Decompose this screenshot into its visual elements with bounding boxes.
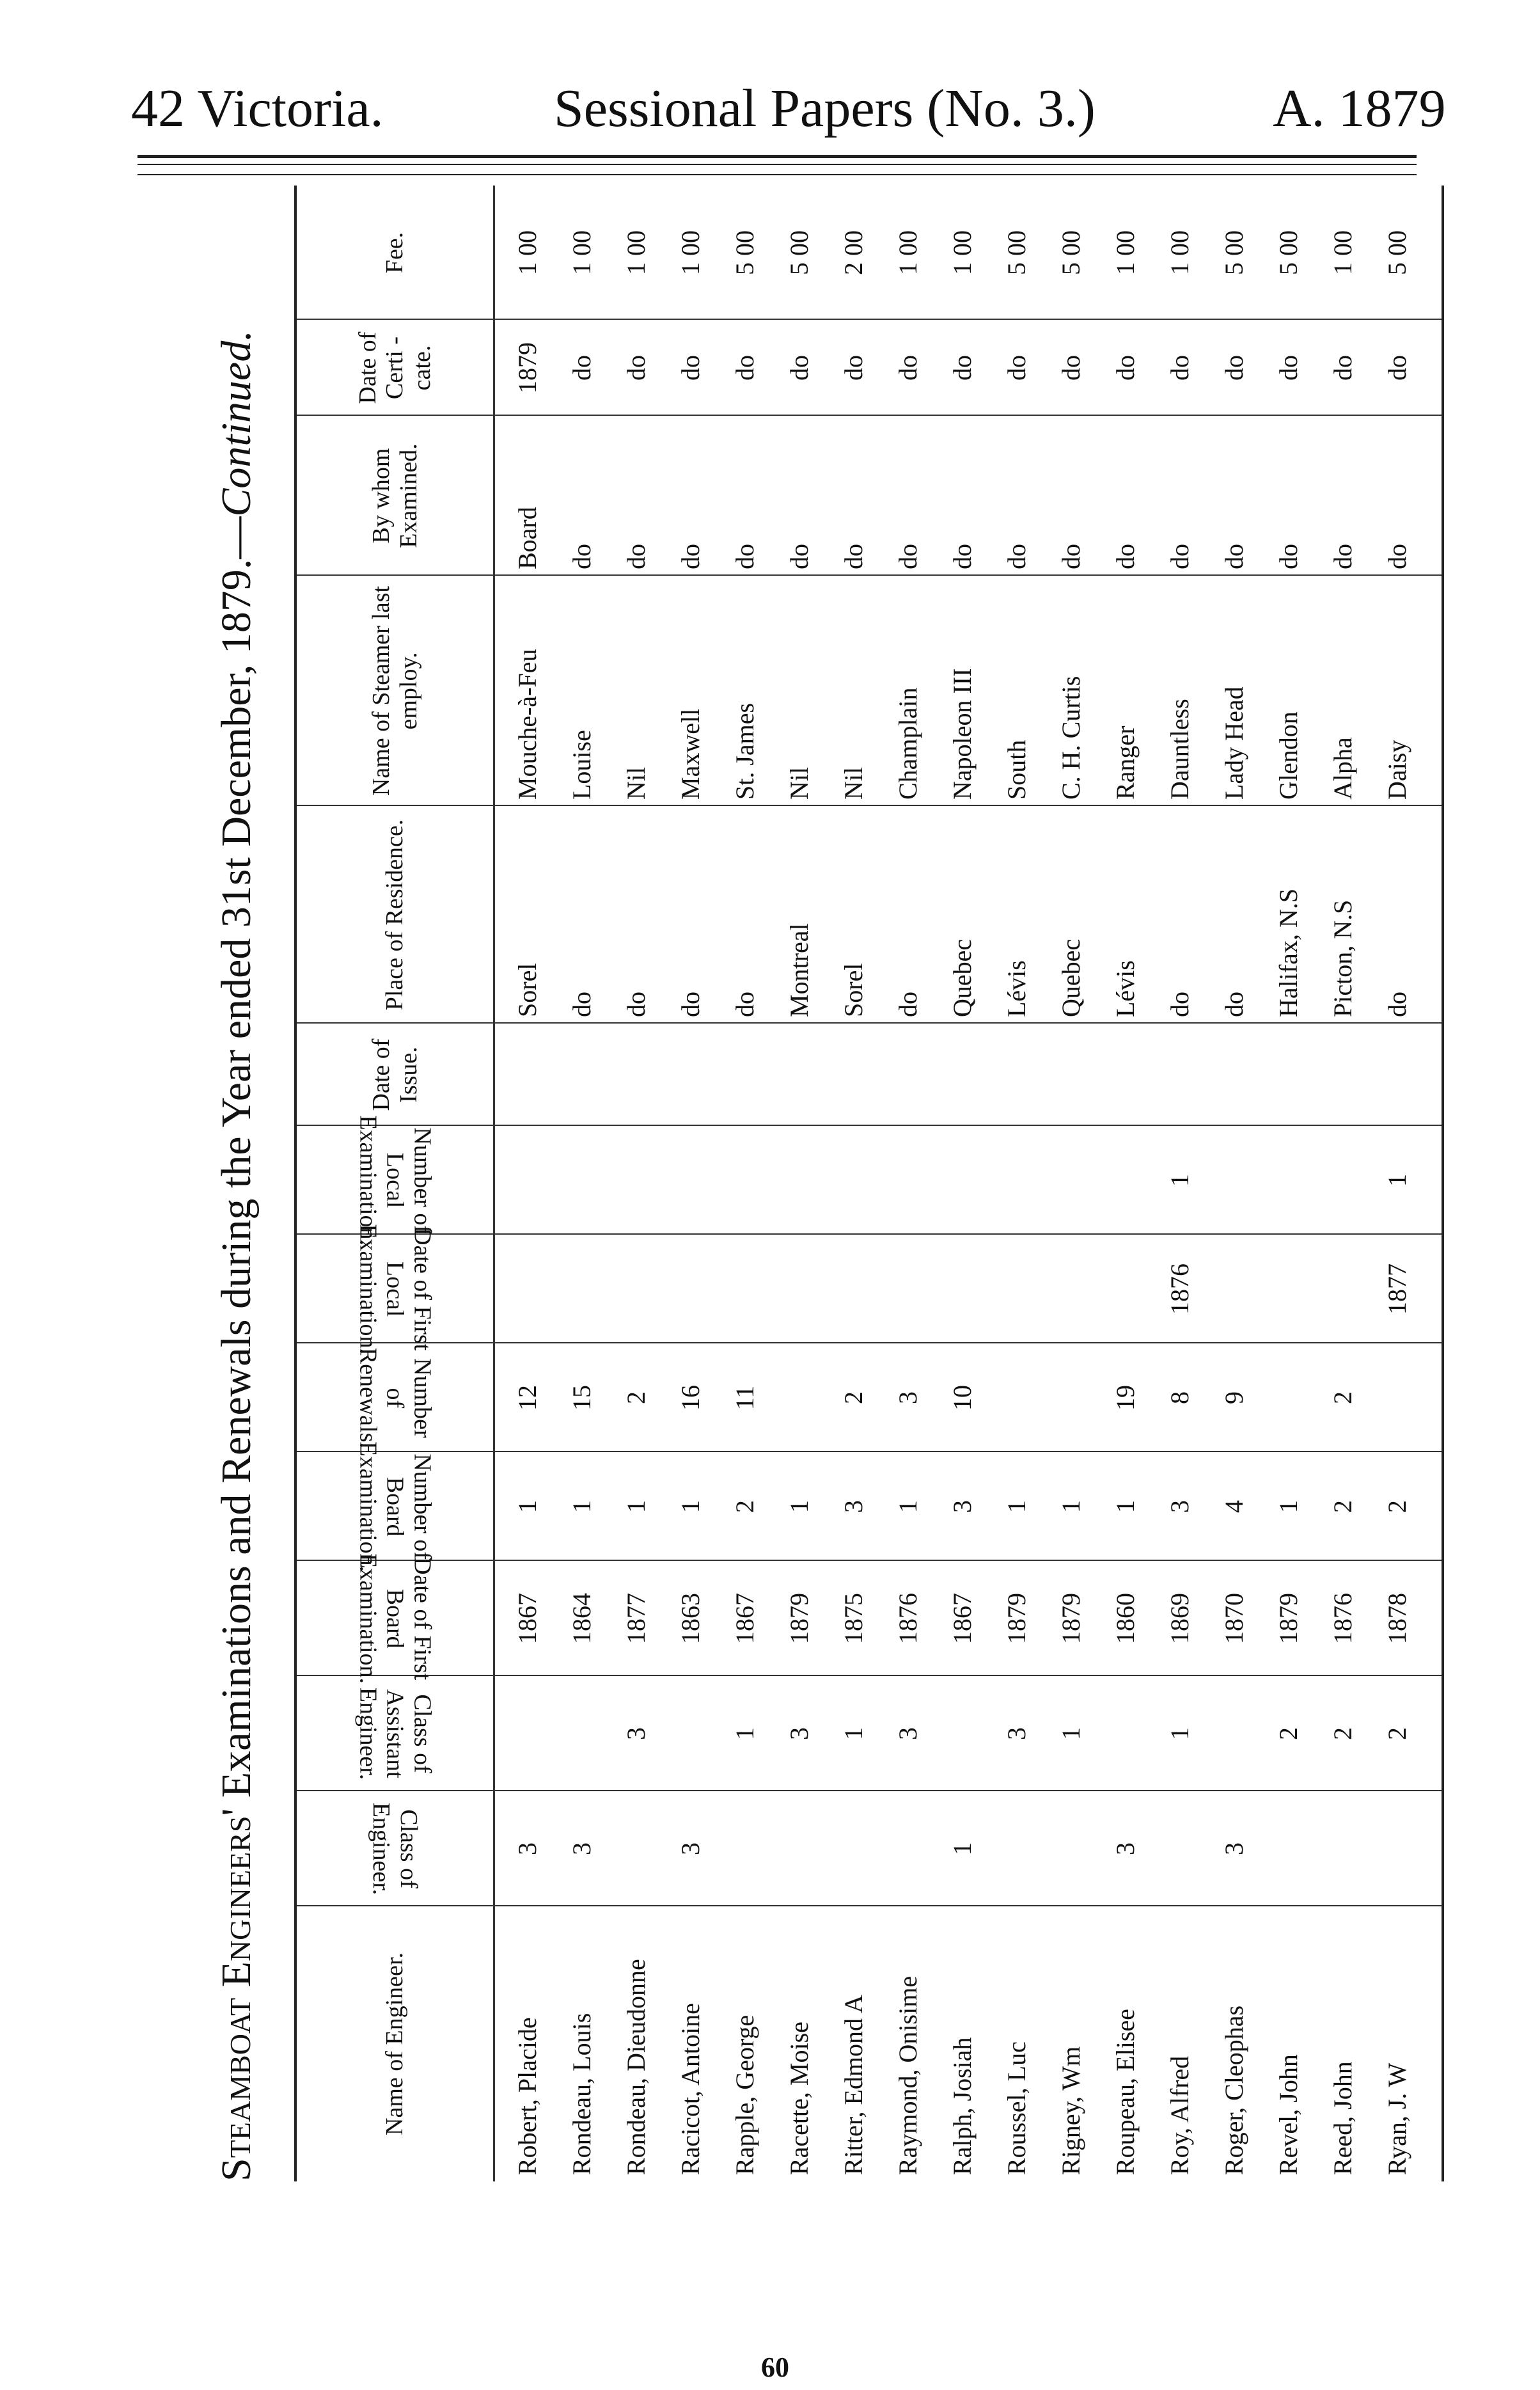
column-issue: [297, 1022, 1442, 1126]
table-cell: Mouche-à-Feu: [513, 649, 542, 800]
column-fee: [297, 186, 1442, 320]
table-cell: [989, 1024, 1044, 1126]
table-cell: Daisy: [1383, 740, 1411, 800]
table-cell: [772, 1235, 826, 1343]
table-cell: 1: [839, 1727, 868, 1740]
table-cell: [1152, 1791, 1207, 1906]
table-cell: 1: [513, 1500, 542, 1513]
column-header-label: Name of Steamer last employ.: [367, 585, 422, 796]
table-cell: [935, 1126, 989, 1235]
header-title: Sessional Papers (No. 3.): [554, 79, 1096, 138]
table-cell: 3: [893, 1391, 922, 1404]
table-cell: 1879: [1274, 1593, 1303, 1644]
table-cell: Roger, Cleophas: [1220, 2005, 1248, 2175]
table-title: [192, 186, 281, 2181]
table-cell: 5 00: [1383, 230, 1411, 275]
header-session: A. 1879: [1273, 79, 1446, 138]
table-cell: [609, 1235, 663, 1343]
table-cell: 1: [1383, 1174, 1411, 1187]
table-cell: do: [1111, 355, 1140, 381]
table-cell: 1879: [1002, 1593, 1031, 1644]
column-header-label: Number of Board Examination.: [354, 1441, 436, 1572]
table-cell: [989, 1235, 1044, 1343]
header-rule: [138, 164, 1417, 165]
table-cell: [1261, 1791, 1316, 1906]
column-header: [297, 1676, 495, 1791]
table-cell: [1370, 1024, 1424, 1126]
table-cell: do: [1328, 544, 1357, 569]
table-cell: do: [839, 355, 868, 381]
table-cell: 19: [1111, 1385, 1140, 1411]
table-cell: St. James: [730, 702, 759, 800]
column-header: [297, 1791, 495, 1906]
table-cell: [1370, 1791, 1424, 1906]
table-cell: [989, 1126, 1044, 1235]
table-cell: 1876: [1328, 1593, 1357, 1644]
table-cell: [1207, 1676, 1261, 1791]
column-header-label: Date of Issue.: [367, 1038, 422, 1111]
table-cell: 1: [730, 1727, 759, 1740]
column-header: [297, 186, 495, 320]
table-cell: [663, 1024, 718, 1126]
table-cell: Glendon: [1274, 711, 1303, 800]
table-cell: 2: [1274, 1727, 1303, 1740]
table-cell: 1 00: [1111, 230, 1140, 275]
table-cell: 12: [513, 1385, 542, 1411]
table-cell: [881, 1126, 935, 1235]
title-main: Examinations and Renewals during the Year ended 31st December, 1879.—: [213, 516, 260, 1798]
table-cell: Lady Head: [1220, 686, 1248, 800]
table-cell: Racicot, Antoine: [676, 2003, 705, 2175]
table-cell: [1261, 1343, 1316, 1452]
table-cell: do: [948, 355, 977, 381]
table-cell: 5 00: [1057, 230, 1085, 275]
table-cell: Board: [513, 507, 542, 569]
page-number: 60: [761, 2352, 789, 2383]
table-cell: C. H. Curtis: [1057, 676, 1085, 800]
table-cell: Roy, Alfred: [1165, 2055, 1194, 2175]
column-date-cert: [297, 319, 1442, 416]
table-cell: do: [1165, 355, 1194, 381]
table-cell: do: [1328, 355, 1357, 381]
table-cell: do: [1220, 992, 1248, 1017]
column-header: [297, 1441, 495, 1572]
table-cell: do: [1274, 544, 1303, 569]
table-cell: do: [1111, 544, 1140, 569]
table-cell: do: [839, 544, 868, 569]
table-cell: [1207, 1235, 1261, 1343]
table-cell: do: [622, 355, 650, 381]
table-cell: 3: [893, 1727, 922, 1740]
column-header: [297, 1024, 495, 1126]
table-cell: 1860: [1111, 1593, 1140, 1644]
column-steamer: [297, 574, 1442, 806]
table-cell: do: [1165, 992, 1194, 1017]
table-cell: do: [567, 544, 596, 569]
column-header-label: Fee.: [381, 232, 409, 274]
table-cell: 1875: [839, 1593, 868, 1644]
table-cell: do: [1002, 355, 1031, 381]
table-cell: 1 00: [676, 230, 705, 275]
column-header-label: Place of Residence.: [381, 819, 409, 1011]
table-cell: [1261, 1126, 1316, 1235]
column-header-label: Date of Certi - cate.: [354, 331, 436, 404]
table-cell: [1316, 1791, 1370, 1906]
table-cell: 1 00: [513, 230, 542, 275]
column-header-label: Number of Local Examination.: [354, 1115, 436, 1246]
table-cell: 1 00: [622, 230, 650, 275]
table-cell: do: [676, 355, 705, 381]
table-cell: [500, 1126, 554, 1235]
table-cell: Sorel: [513, 963, 542, 1017]
table-cell: Champlain: [893, 687, 922, 800]
column-header: [297, 1224, 495, 1354]
table-cell: Roupeau, Elisee: [1111, 2009, 1140, 2175]
table-cell: [500, 1235, 554, 1343]
table-cell: do: [622, 544, 650, 569]
table-cell: Nil: [785, 766, 813, 800]
table-cell: Montreal: [785, 923, 813, 1017]
table-cell: [772, 1791, 826, 1906]
column-cls-asst: [297, 1675, 1442, 1791]
table-cell: [1370, 1343, 1424, 1452]
column-cls-eng: [297, 1790, 1442, 1906]
table-cell: 1879: [513, 342, 542, 393]
table-cell: 1 00: [567, 230, 596, 275]
table-cell: 3: [1165, 1500, 1194, 1513]
table-cell: Rondeau, Louis: [567, 2013, 596, 2175]
column-header: [297, 320, 495, 416]
table-cell: do: [893, 544, 922, 569]
column-header-label: Name of Engineer.: [381, 1952, 409, 2135]
table-cell: [609, 1791, 663, 1906]
table-cell: do: [785, 544, 813, 569]
column-header: [297, 1115, 495, 1246]
table-cell: [663, 1676, 718, 1791]
table-cell: 1 00: [1165, 230, 1194, 275]
table-cell: 2: [1328, 1500, 1357, 1513]
table-cell: do: [1274, 355, 1303, 381]
table-cell: do: [948, 544, 977, 569]
table-cell: 16: [676, 1385, 705, 1411]
table-cell: Raymond, Onisime: [893, 1975, 922, 2175]
table-cell: 5 00: [730, 230, 759, 275]
table-cell: Lévis: [1002, 960, 1031, 1017]
table-cell: [718, 1126, 772, 1235]
table-cell: Sorel: [839, 963, 868, 1017]
table-cell: 1864: [567, 1593, 596, 1644]
table-cell: 2 00: [839, 230, 868, 275]
table-cell: 3: [1002, 1727, 1031, 1740]
table-cell: do: [1165, 544, 1194, 569]
column-header: [297, 806, 495, 1024]
table-cell: [718, 1791, 772, 1906]
table-cell: 1: [1057, 1727, 1085, 1740]
table-cell: 1: [893, 1500, 922, 1513]
table-cell: [1316, 1126, 1370, 1235]
table-cell: do: [676, 544, 705, 569]
table-cell: [826, 1791, 881, 1906]
table-cell: 3: [948, 1500, 977, 1513]
table-cell: Nil: [622, 766, 650, 800]
table-cell: [718, 1235, 772, 1343]
table-cell: do: [567, 355, 596, 381]
column-header-label: Date of First Board Examination.: [354, 1553, 436, 1684]
table-cell: 5 00: [1002, 230, 1031, 275]
table-cell: do: [730, 992, 759, 1017]
table-cell: Rondeau, Dieudonne: [622, 1959, 650, 2175]
table-cell: Halifax, N.S: [1274, 888, 1303, 1017]
table-cell: do: [785, 355, 813, 381]
table-cell: [1261, 1235, 1316, 1343]
table-cell: do: [1383, 355, 1411, 381]
column-name: [297, 1905, 1442, 2181]
table-cell: 1: [948, 1842, 977, 1855]
column-header-label: Class of Assistant Engineer.: [354, 1687, 436, 1780]
table-cell: 2: [1328, 1727, 1357, 1740]
table-cell: [826, 1024, 881, 1126]
column-header: [297, 1906, 495, 2181]
table-grid: [294, 186, 1444, 2181]
table-cell: 9: [1220, 1391, 1248, 1404]
table-cell: [881, 1791, 935, 1906]
table-cell: Napoleon III: [948, 668, 977, 800]
table-cell: [554, 1676, 609, 1791]
table-cell: 1 00: [893, 230, 922, 275]
column-date-local: [297, 1224, 1442, 1354]
table-cell: 1: [676, 1500, 705, 1513]
table-cell: do: [567, 992, 596, 1017]
table-cell: 1876: [1165, 1263, 1194, 1315]
table-cell: [609, 1024, 663, 1126]
table-cell: 1 00: [948, 230, 977, 275]
table-cell: do: [1057, 544, 1085, 569]
table-cell: [1261, 1024, 1316, 1126]
table-cell: 11: [730, 1385, 759, 1411]
table-cell: [935, 1024, 989, 1126]
column-header: [297, 416, 495, 576]
table-cell: 1869: [1165, 1593, 1194, 1644]
column-header-label: By whom Examined.: [367, 443, 422, 548]
table-cell: 1: [1002, 1500, 1031, 1513]
table-cell: 1867: [513, 1593, 542, 1644]
table-cell: [554, 1126, 609, 1235]
table-cell: [1152, 1024, 1207, 1126]
table-cell: [1044, 1791, 1098, 1906]
table-cell: 1879: [1057, 1593, 1085, 1644]
table-cell: [772, 1343, 826, 1452]
table-cell: [772, 1126, 826, 1235]
table-cell: 3: [1111, 1842, 1140, 1855]
table-cell: Revel, John: [1274, 2054, 1303, 2175]
engineers-table: [192, 186, 1445, 2181]
table-cell: Dauntless: [1165, 699, 1194, 800]
table-cell: 2: [1328, 1391, 1357, 1404]
table-cell: 1867: [730, 1593, 759, 1644]
table-cell: [989, 1791, 1044, 1906]
table-cell: 1: [785, 1500, 813, 1513]
table-cell: do: [1220, 355, 1248, 381]
table-cell: 1863: [676, 1593, 705, 1644]
table-cell: [718, 1024, 772, 1126]
table-cell: 1878: [1383, 1593, 1411, 1644]
table-cell: Quebec: [1057, 938, 1085, 1017]
table-cell: 1877: [1383, 1263, 1411, 1315]
table-cell: Nil: [839, 766, 868, 800]
column-header: [297, 1553, 495, 1684]
table-cell: do: [1220, 544, 1248, 569]
table-cell: 1: [1057, 1500, 1085, 1513]
table-cell: 15: [567, 1385, 596, 1411]
table-cell: [826, 1235, 881, 1343]
table-cell: do: [1002, 544, 1031, 569]
table-cell: 1: [622, 1500, 650, 1513]
table-cell: 1876: [893, 1593, 922, 1644]
column-header-label: Date of First Local Examination.: [354, 1224, 436, 1354]
column-header-label: Number of Renewals.: [354, 1347, 436, 1448]
table-cell: do: [893, 355, 922, 381]
table-cell: 1: [567, 1500, 596, 1513]
title-prefix: Steamboat Engineers': [213, 1808, 260, 2181]
table-cell: South: [1002, 740, 1031, 800]
table-cell: do: [1057, 355, 1085, 381]
table-cell: 4: [1220, 1500, 1248, 1513]
table-cell: do: [1383, 544, 1411, 569]
table-cell: [1098, 1126, 1152, 1235]
header-rule: [138, 174, 1417, 175]
table-cell: 1877: [622, 1593, 650, 1644]
column-header: [297, 1343, 495, 1452]
table-cell: Racette, Moise: [785, 2022, 813, 2175]
table-cell: Maxwell: [676, 708, 705, 800]
table-cell: 1: [1165, 1174, 1194, 1187]
column-date-board: [297, 1553, 1442, 1684]
table-cell: 1867: [948, 1593, 977, 1644]
table-cell: 2: [839, 1391, 868, 1404]
table-cell: 2: [1383, 1727, 1411, 1740]
table-cell: 1: [1111, 1500, 1140, 1513]
column-examiner: [297, 415, 1442, 576]
table-cell: do: [676, 992, 705, 1017]
table-cell: [1316, 1024, 1370, 1126]
table-cell: Louise: [567, 730, 596, 800]
table-cell: 8: [1165, 1391, 1194, 1404]
table-cell: 3: [513, 1842, 542, 1855]
table-cell: [1098, 1024, 1152, 1126]
table-cell: 2: [1383, 1500, 1411, 1513]
table-cell: do: [730, 544, 759, 569]
table-cell: 1: [1274, 1500, 1303, 1513]
header-volume: 42 Victoria.: [131, 79, 384, 138]
table-cell: [935, 1676, 989, 1791]
table-cell: [935, 1235, 989, 1343]
table-cell: 3: [839, 1500, 868, 1513]
table-cell: [1207, 1024, 1261, 1126]
table-cell: [663, 1235, 718, 1343]
table-cell: [1098, 1676, 1152, 1791]
table-cell: [1316, 1235, 1370, 1343]
table-cell: 5 00: [785, 230, 813, 275]
table-cell: [500, 1024, 554, 1126]
table-cell: Ralph, Josiah: [948, 2037, 977, 2175]
table-cell: [772, 1024, 826, 1126]
table-cell: [1044, 1343, 1098, 1452]
table-cell: 2: [730, 1500, 759, 1513]
table-cell: [881, 1235, 935, 1343]
table-cell: [1098, 1235, 1152, 1343]
table-cell: [1044, 1024, 1098, 1126]
table-cell: [1044, 1126, 1098, 1235]
table-cell: Robert, Placide: [513, 2017, 542, 2175]
table-cell: Ranger: [1111, 725, 1140, 800]
table-cell: Rigney, Wm: [1057, 2046, 1085, 2175]
table-cell: [609, 1126, 663, 1235]
table-cell: do: [622, 992, 650, 1017]
table-cell: 10: [948, 1385, 977, 1411]
table-cell: Quebec: [948, 938, 977, 1017]
table-cell: 3: [567, 1842, 596, 1855]
table-cell: [500, 1676, 554, 1791]
table-cell: [1207, 1126, 1261, 1235]
table-cell: [663, 1126, 718, 1235]
column-header-label: Class of Engineer.: [368, 1802, 423, 1895]
table-cell: 5 00: [1220, 230, 1248, 275]
table-cell: 1 00: [1328, 230, 1357, 275]
table-cell: 3: [785, 1727, 813, 1740]
table-cell: [881, 1024, 935, 1126]
table-cell: Ryan, J. W: [1383, 2062, 1411, 2175]
header-rule: [138, 155, 1417, 158]
table-cell: Rapple, George: [730, 2014, 759, 2175]
table-cell: do: [1383, 992, 1411, 1017]
table-cell: do: [893, 992, 922, 1017]
table-cell: [1044, 1235, 1098, 1343]
table-cell: do: [730, 355, 759, 381]
table-cell: [989, 1343, 1044, 1452]
table-cell: 2: [622, 1391, 650, 1404]
table-cell: 3: [1220, 1842, 1248, 1855]
column-renewals: [297, 1342, 1442, 1452]
table-cell: [554, 1024, 609, 1126]
column-num-local: [297, 1115, 1442, 1246]
table-cell: 3: [676, 1842, 705, 1855]
table-cell: Reed, John: [1328, 2061, 1357, 2175]
table-cell: 3: [622, 1727, 650, 1740]
table-cell: 1: [1165, 1727, 1194, 1740]
title-continued: Continued.: [213, 330, 260, 517]
table-cell: [554, 1235, 609, 1343]
table-cell: 1879: [785, 1593, 813, 1644]
table-cell: Alpha: [1328, 737, 1357, 800]
table-cell: Ritter, Edmond A: [839, 1995, 868, 2175]
column-num-board: [297, 1441, 1442, 1572]
table-cell: 5 00: [1274, 230, 1303, 275]
table-cell: Picton, N.S: [1328, 899, 1357, 1017]
column-header: [297, 576, 495, 806]
table-cell: Lévis: [1111, 960, 1140, 1017]
column-residence: [297, 805, 1442, 1024]
table-cell: 1870: [1220, 1593, 1248, 1644]
table-cell: [826, 1126, 881, 1235]
table-cell: Roussel, Luc: [1002, 2041, 1031, 2175]
